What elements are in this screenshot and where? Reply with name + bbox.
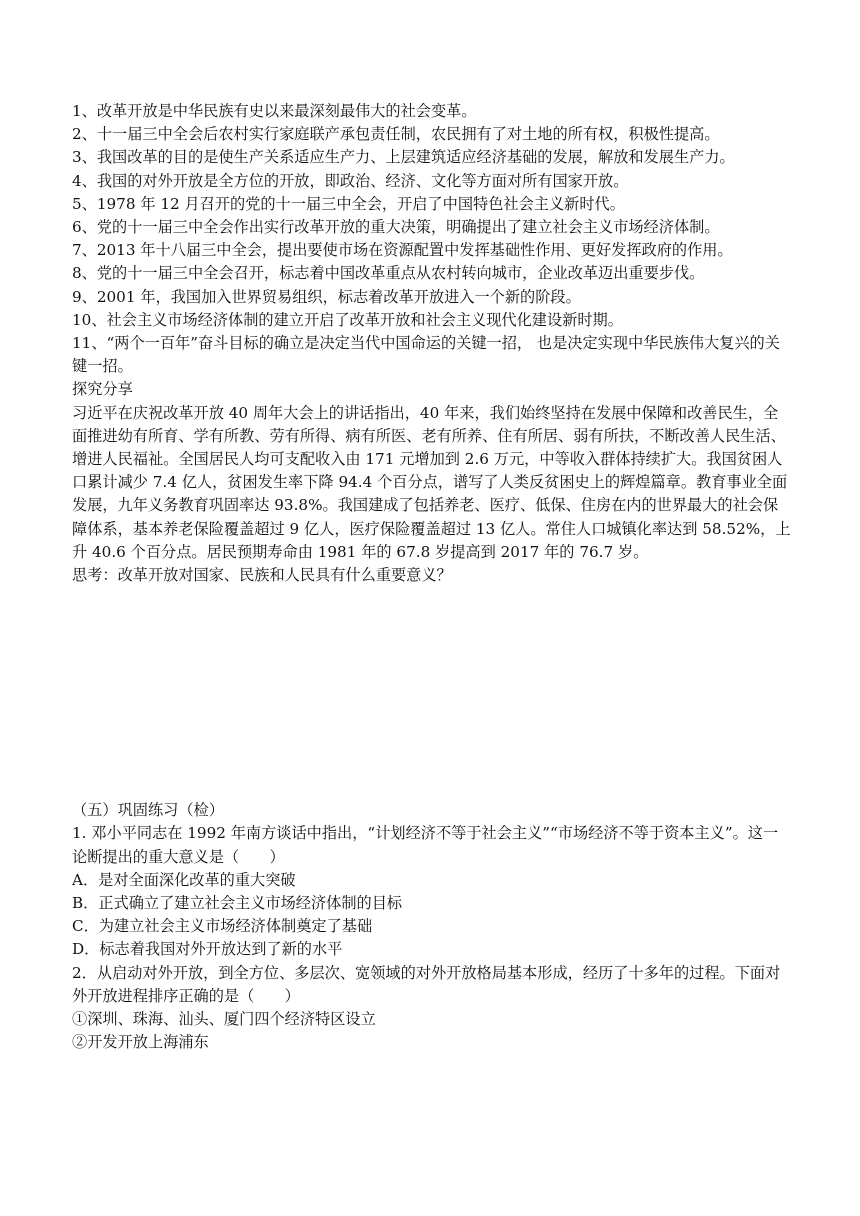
statement-9: 9、2001 年，我国加入世界贸易组织，标志着改革开放进入一个新的阶段。	[72, 287, 581, 306]
question-2-item-1: ①深圳、珠海、汕头、厦门四个经济特区设立	[72, 1010, 376, 1029]
explore-question: 思考：改革开放对国家、民族和人民具有什么重要意义？	[72, 566, 452, 585]
statement-8: 8、党的十一届三中全会召开，标志着中国改革重点从农村转向城市，企业改革迈出重要步伐。	[72, 264, 705, 283]
question-1-option-a: A．是对全面深化改革的重大突破	[72, 870, 296, 889]
statement-7: 7、2013 年十八届三中全会，提出要使市场在资源配置中发挥基础性作用、更好发挥政府的作用。	[72, 241, 733, 260]
statement-10: 10、社会主义市场经济体制的建立开启了改革开放和社会主义现代化建设新时期。	[72, 310, 623, 329]
explore-heading: 探究分享	[72, 380, 133, 399]
question-1-option-c: C．为建立社会主义市场经济体制奠定了基础	[72, 917, 373, 936]
question-2-stem: 2．从启动对外开放，到全方位、多层次、宽领域的对外开放格局基本形成，经历了十多年的过程。下面对外开放进程排序正确的是（ ）	[72, 963, 781, 1005]
question-1-option-b: B．正式确立了建立社会主义市场经济体制的目标	[72, 894, 403, 913]
question-1-stem: 1. 邓小平同志在 1992 年南方谈话中指出，“计划经济不等于社会主义”“市场经济不等于资本主义”。这一论断提出的重大意义是（ ）	[72, 824, 779, 866]
explore-passage: 习近平在庆祝改革开放 40 周年大会上的讲话指出，40 年来，我们始终坚持在发展中保障和改善民生，全面推进幼有所育、学有所教、劳有所得、病有所医、老有所养、住有所居、弱有所扶，不断改善人民生活、增进人民福祉。全国居民人均可支配收入由 171 元增加到 2.6 万元，中等收入群体持续扩大。我国贫困人口累计减少 7.4 亿人，贫困发生率下降 94.4 个百分点，谱写了人类反贫困史上的辉煌篇章。教育事业全面发展，九年义务教育巩固率达 93.8%。我国建成了包括养老、医疗、低保、住房在内的世界最大的社会保障体系，基本养老保险覆盖超过 9 亿人，医疗保险覆盖超过 13 亿人。常住人口城镇化率达到 58.52%，上升 40.6 个百分点。居民预期寿命由 1981 年的 67.8 岁提高到 2017 年的 76.7 岁。	[72, 403, 791, 561]
practice-section	[72, 799, 792, 1054]
explore-section	[72, 378, 792, 587]
statement-list	[72, 100, 792, 378]
statement-3: 3、我国改革的目的是使生产关系适应生产力、上层建筑适应经济基础的发展，解放和发展生产力。	[72, 148, 735, 167]
statement-1: 1、改革开放是中华民族有史以来最深刻最伟大的社会变革。	[72, 102, 477, 120]
statement-4: 4、我国的对外开放是全方位的开放，即政治、经济、文化等方面对所有国家开放。	[72, 171, 629, 190]
statement-5: 5、1978 年 12 月召开的党的十一届三中全会，开启了中国特色社会主义新时代。	[72, 194, 625, 213]
statement-6: 6、党的十一届三中全会作出实行改革开放的重大决策，明确提出了建立社会主义市场经济体制。	[72, 218, 720, 237]
practice-heading: （五）巩固练习（检）	[72, 801, 224, 820]
answer-blank-space	[72, 587, 792, 799]
document-page	[72, 100, 792, 1055]
question-1-option-d: D．标志着我国对外开放达到了新的水平	[72, 940, 343, 959]
statement-11: 11、“两个一百年”奋斗目标的确立是决定当代中国命运的关键一招， 也是决定实现中华民族伟大复兴的关键一招。	[72, 334, 780, 376]
statement-2: 2、十一届三中全会后农村实行家庭联产承包责任制，农民拥有了对土地的所有权，积极性提高。	[72, 125, 720, 144]
question-2-item-2: ②开发开放上海浦东	[72, 1033, 209, 1052]
